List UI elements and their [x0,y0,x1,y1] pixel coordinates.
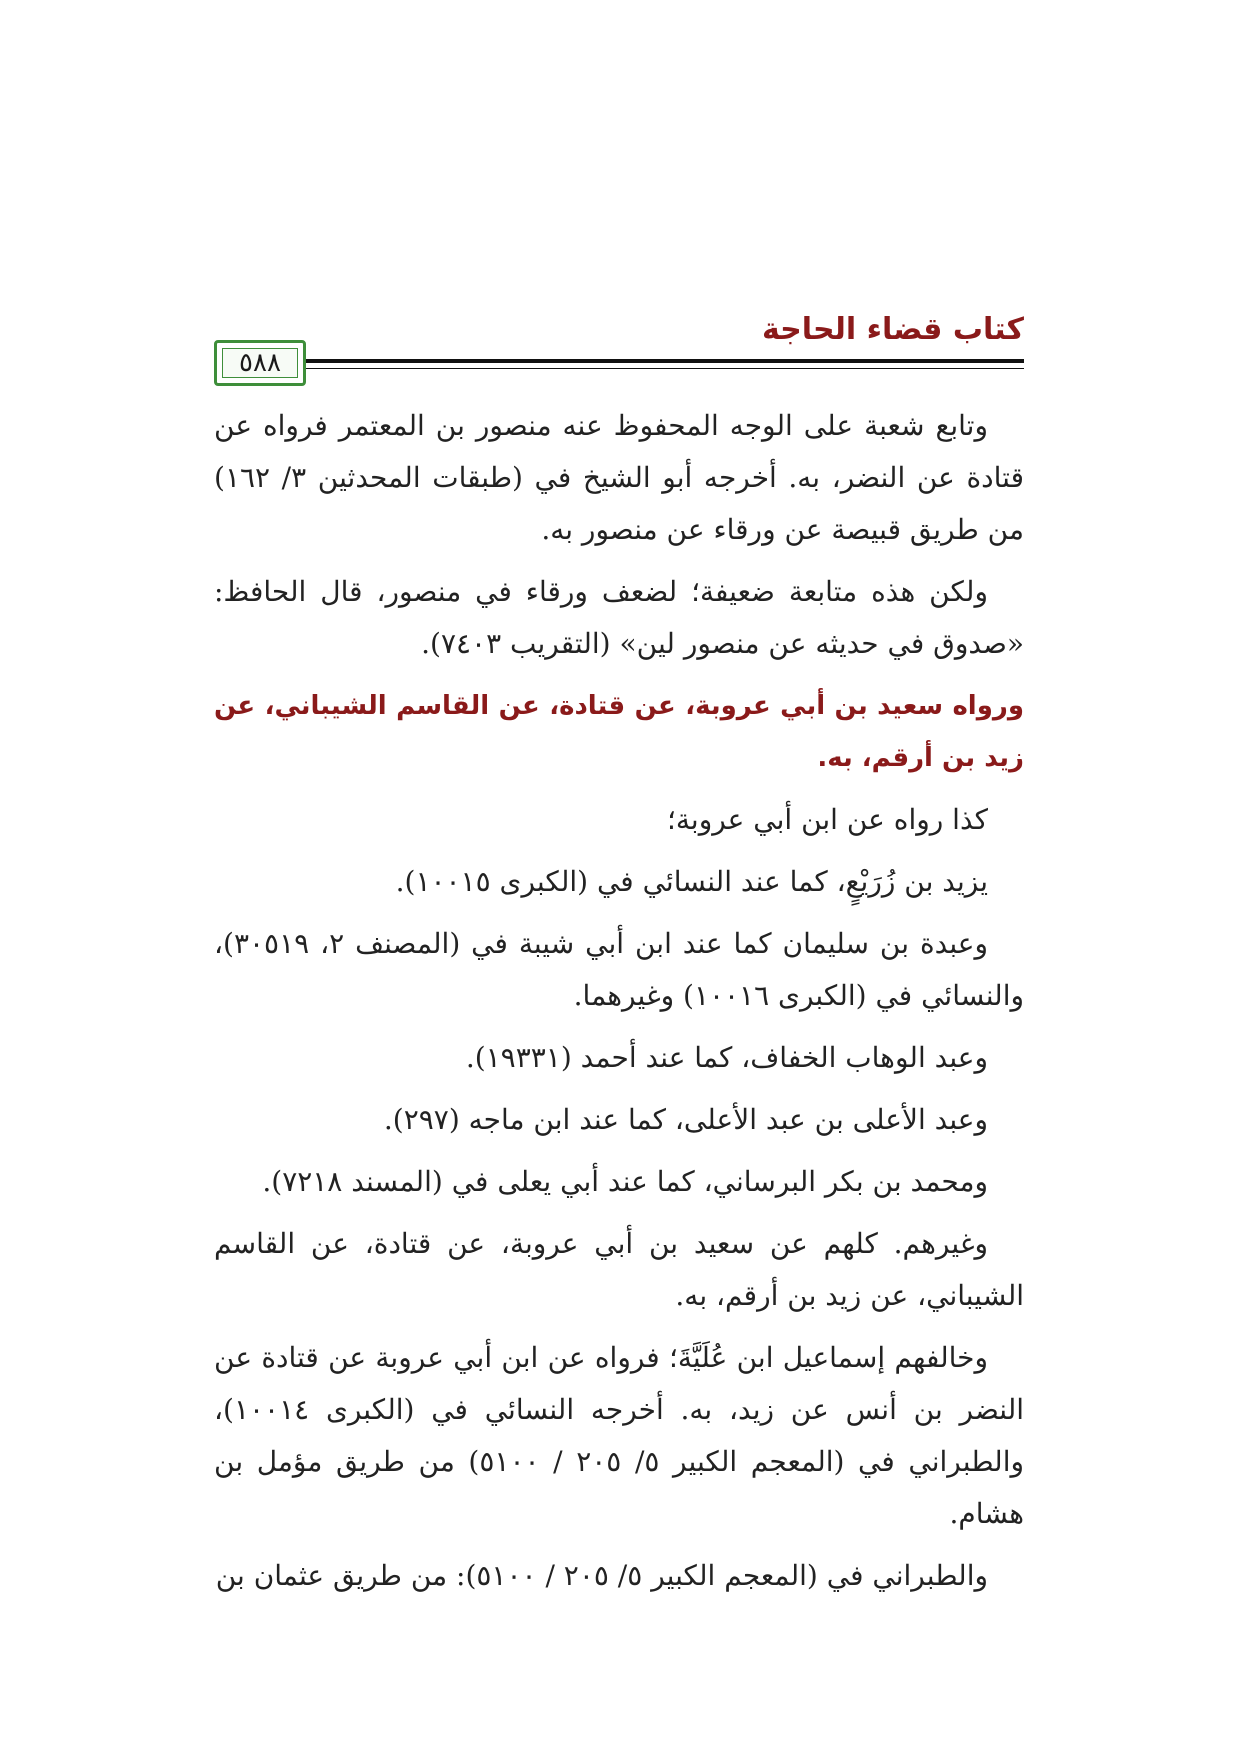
paragraph: وعبدة بن سليمان كما عند ابن أبي شيبة في (المصنف ٢، ٣٠٥١٩)، والنسائي في (الكبرى ١٠٠١٦) وغيرهما. [214,927,1024,1012]
header-rule-thin [214,368,1024,369]
paragraph: وتابع شعبة على الوجه المحفوظ عنه منصور بن المعتمر فرواه عن قتادة عن النضر، به. أخرجه أبو الشيخ في (طبقات المحدثين ٣/ ١٦٢) من طريق قبيصة عن ورقاء عن منصور به. [214,409,1024,546]
page-number: ٥٨٨ [239,348,281,378]
paragraph: وخالفهم إسماعيل ابن عُلَيَّةَ؛ فرواه عن ابن أبي عروبة عن قتادة عن النضر بن أنس عن زيد، به. أخرجه النسائي في (الكبرى ١٠٠١٤)، والطبراني في (المعجم الكبير ٥/ ٢٠٥ / ٥١٠٠) من طريق مؤمل بن هشام. [214,1341,1025,1530]
section-heading: ورواه سعيد بن أبي عروبة، عن قتادة، عن القاسم الشيباني، عن زيد بن أرقم، به. [214,691,1024,773]
paragraph: يزيد بن زُرَيْعٍ، كما عند النسائي في (الكبرى ١٠٠١٥). [395,865,988,898]
paragraph: وعبد الوهاب الخفاف، كما عند أحمد (١٩٣٣١). [465,1041,988,1074]
book-title: كتاب قضاء الحاجة [761,312,1024,347]
page-number-frame [214,340,306,386]
paragraph: ومحمد بن بكر البرساني، كما عند أبي يعلى في (المسند ٧٢١٨). [262,1165,988,1198]
page-body [214,400,1024,1612]
paragraph: كذا رواه عن ابن أبي عروبة؛ [666,803,988,836]
paragraph: وغيرهم. كلهم عن سعيد بن أبي عروبة، عن قتادة، عن القاسم الشيباني، عن زيد بن أرقم، به. [214,1227,1024,1312]
page-number-inner-frame [222,348,298,378]
paragraph: ولكن هذه متابعة ضعيفة؛ لضعف ورقاء في منصور، قال الحافظ: «صدوق في حديثه عن منصور لين» (التقريب ٧٤٠٣). [214,575,1024,660]
paragraph: والطبراني في (المعجم الكبير ٥/ ٢٠٥ / ٥١٠٠): من طريق عثمان بن [215,1559,988,1592]
paragraph: وعبد الأعلى بن عبد الأعلى، كما عند ابن ماجه (٢٩٧). [383,1103,988,1136]
page-header [214,312,1024,387]
header-rule-thick [214,359,1024,363]
